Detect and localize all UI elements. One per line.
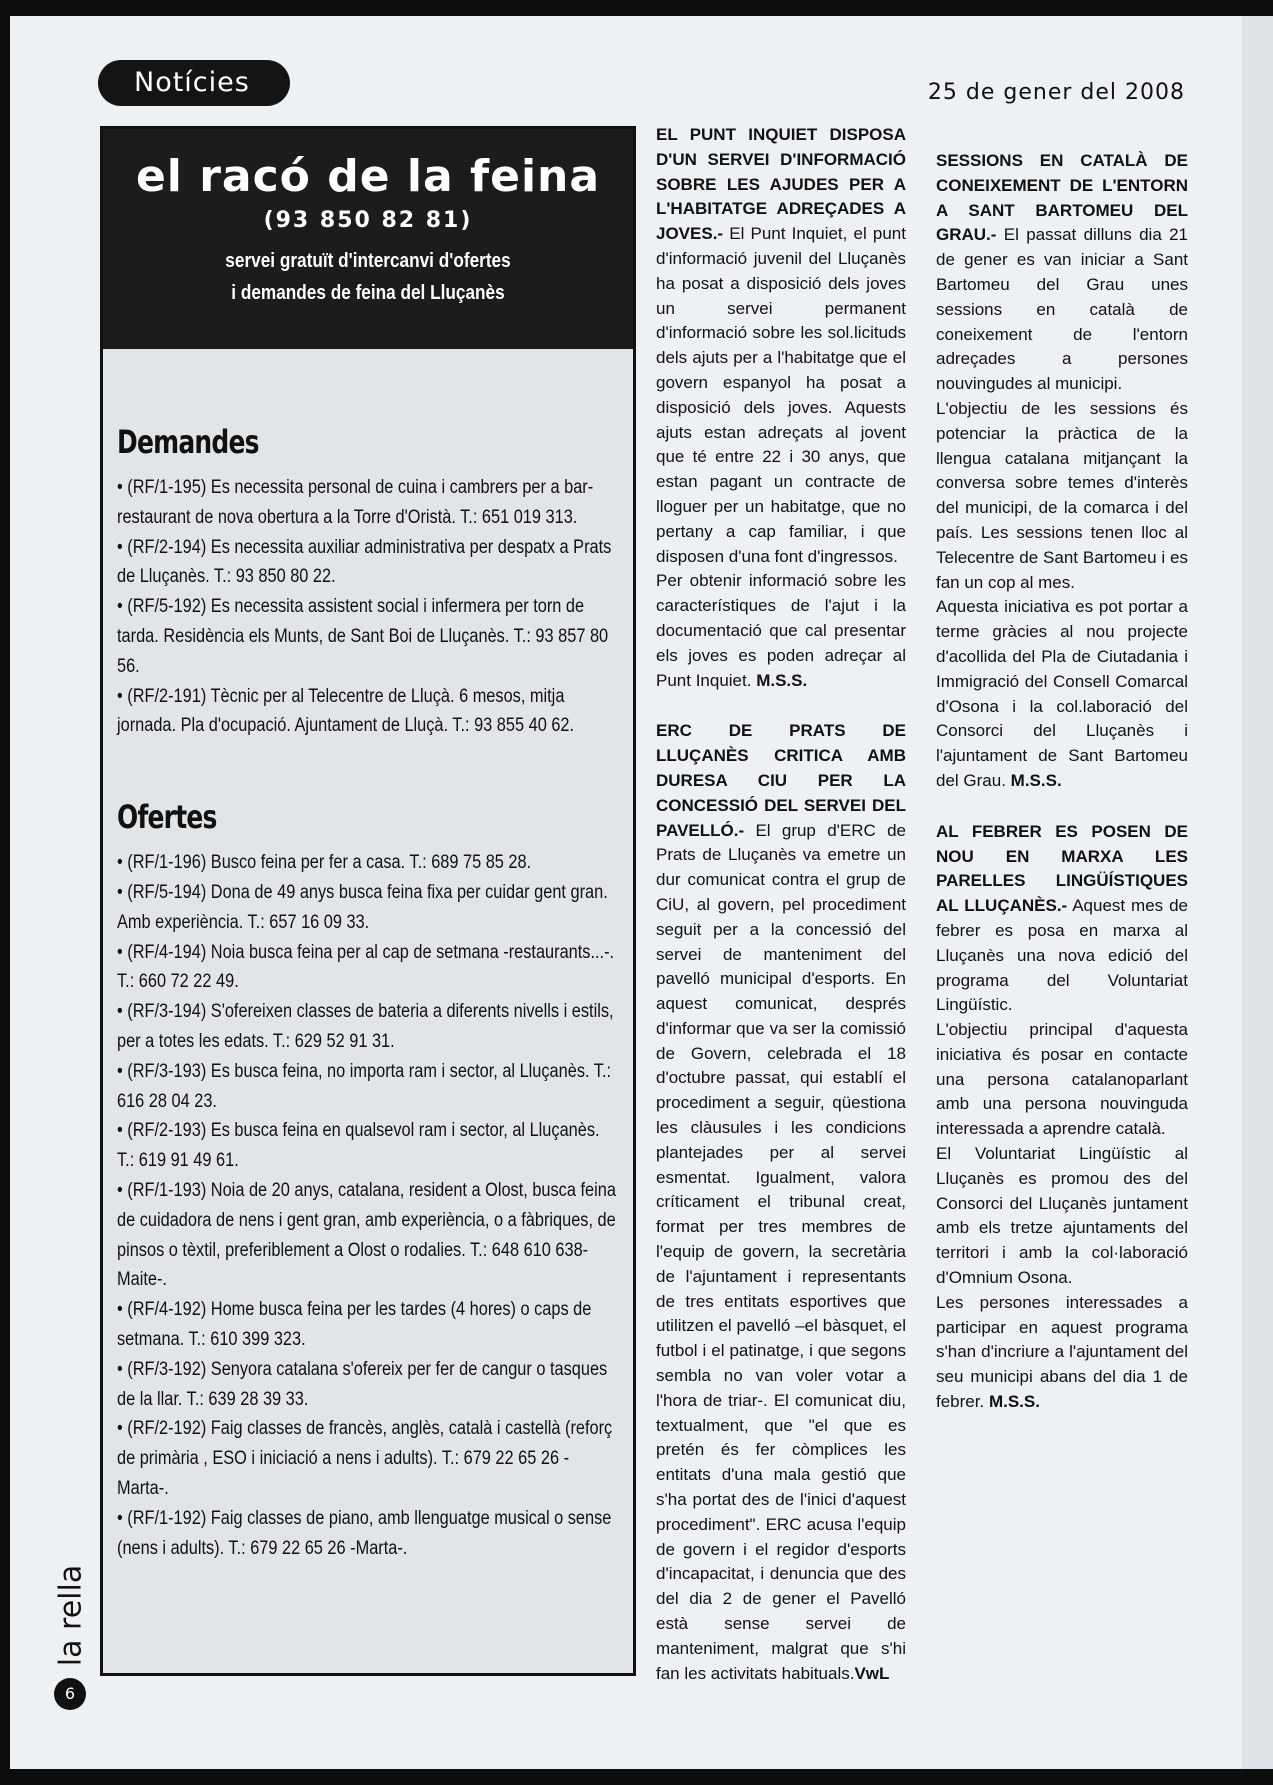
- article-text: Aquesta iniciativa es pot portar a terme gràcies al nou projecte d'acollida del Pla de Ciutadania i Immigració del Consell Comarcal d'Osona i la col.laboració del Consorci del Lluçanès i l'ajuntament de Sant Bartomeu del Grau.: [936, 597, 1188, 790]
- article-erc-pavello: [656, 719, 906, 1686]
- offer-item: • (RF/4-194) Noia busca feina per al cap de setmana -restaurants...-. T.: 660 72 22 49.: [117, 941, 615, 993]
- job-listings-phone: (93 850 82 81): [263, 208, 473, 233]
- demandes-heading: Demandes: [117, 423, 259, 461]
- publication-name-label: la rella: [53, 1564, 89, 1667]
- offer-item: • (RF/1-192) Faig classes de piano, amb llenguatge musical o sense (nens i adults). T.: 679 22 65 26 -Marta-.: [117, 1507, 612, 1559]
- article-headline: AL FEBRER ES POSEN DE NOU EN MARXA LES PARELLES LINGÜÍSTIQUES AL LLUÇANÈS.-: [936, 821, 1188, 916]
- page-edge: [1242, 16, 1273, 1769]
- demand-item: • (RF/2-191) Tècnic per al Telecentre de Lluçà. 6 mesos, mitja jornada. Pla d'ocupació. Ajuntament de Lluçà. T.: 93 855 40 62.: [117, 685, 575, 737]
- job-listings-title: el racó de la feina: [135, 151, 601, 202]
- news-column-middle: [656, 123, 906, 1686]
- article-headline: EL PUNT INQUIET DISPOSA D'UN SERVEI D'INFORMACIÓ SOBRE LES AJUDES PER A L'HABITATGE ADREÇADES A JOVES.-: [656, 125, 906, 244]
- demand-item: • (RF/2-194) Es necessita auxiliar administrativa per despatx a Prats de Lluçanès. T.: 93 850 80 22.: [117, 536, 612, 588]
- offer-item: • (RF/2-192) Faig classes de francès, anglès, català i castellà (reforç de primària , ESO i iniciació a nens i adults). T.: 679 22 65 26 -Marta-.: [117, 1418, 613, 1499]
- job-listings-body: [117, 419, 617, 1563]
- spacer: [656, 693, 906, 719]
- article-signature: M.S.S.: [988, 1392, 1040, 1412]
- article-text: Aquest mes de febrer es posa en marxa al Lluçanès una nova edició del programa del Voluntariat Lingüístic.: [936, 896, 1188, 1015]
- article-parelles-linguistiques: [936, 820, 1188, 1018]
- spacer: [936, 794, 1188, 820]
- news-column-right: [936, 123, 1188, 1415]
- issue-date: 25 de gener del 2008: [927, 80, 1185, 105]
- article-headline: ERC DE PRATS DE LLUÇANÈS CRITICA AMB DURESA CIU PER LA CONCESSIÓ DEL SERVEI DEL PAVELLÓ.-: [656, 721, 906, 840]
- demand-item: • (RF/5-192) Es necessita assistent social i infermera per torn de tarda. Residència els Munts, de Sant Boi de Lluçanès. T.: 93 857 80 56.: [117, 596, 609, 677]
- article-signature: VwL: [854, 1663, 890, 1683]
- offer-item: • (RF/2-193) Es busca feina en qualsevol ram i sector, al Lluçanès. T.: 619 91 49 61.: [117, 1120, 600, 1172]
- offer-item: • (RF/3-193) Es busca feina, no importa ram i sector, al Lluçanès. T.: 616 28 04 23.: [117, 1060, 612, 1112]
- offer-item: • (RF/1-196) Busco feina per fer a casa. T.: 689 75 85 28.: [117, 852, 532, 874]
- article-paragraph: El Voluntariat Lingüístic al Lluçanès es promou des del Consorci del Lluçanès juntament amb els tretze ajuntaments del territori i amb la col·laboració d'Omnium Osona.: [936, 1144, 1188, 1288]
- job-listings-subtitle: [140, 245, 596, 309]
- article-paragraph: L'objectiu principal d'aquesta iniciativa és posar en contacte una persona catalanoparlant amb una persona nouvinguda interessada a aprendre català.: [936, 1020, 1188, 1139]
- article-text: El Punt Inquiet, el punt d'informació juvenil del Lluçanès ha posat a disposició dels joves un servei permanent d'informació sobre les sol.licituds dels ajuts per a l'habitatge que el govern espanyol ha posat a disposició dels joves. Aquests ajuts estan adreçats al jovent que té entre 22 i 30 anys, que estan pagant un contracte de lloguer per un habitatge, que no pertany a cap familiar, i que disposen d'una font d'ingressos.: [656, 224, 906, 566]
- offer-item: • (RF/3-194) S'ofereixen classes de bateria a diferents nivells i estils, per a totes les edats. T.: 629 52 91 31.: [117, 1001, 614, 1052]
- article-paragraph: [936, 595, 1188, 793]
- offer-item: • (RF/4-192) Home busca feina per les tardes (4 hores) o caps de setmana. T.: 610 399 323.: [117, 1299, 592, 1350]
- article-text: Per obtenir informació sobre les característiques de l'ajut i la documentació que cal presentar els joves es poden adreçar al Punt Inquiet.: [656, 571, 906, 690]
- offer-item: • (RF/1-193) Noia de 20 anys, catalana, resident a Olost, busca feina de cuidadora de nens i gent gran, amb experiència, o a fàbriques, de pinsos o tèxtil, preferiblement a Olost o rodalies. T.: 648 610 638-Maite-.: [117, 1179, 616, 1291]
- article-signature: M.S.S.: [1010, 770, 1062, 790]
- article-text: El grup d'ERC de Prats de Lluçanès va emetre un dur comunicat contra el grup de CiU, al govern, pel procediment seguit per a la concessió del servei de manteniment del pavelló municipal d'esports. En aquest comunicat, després d'informar que va ser la comissió de Govern, celebrada el 18 d'octubre passat, qui establí el procediment a seguir, qüestiona les clàusules i les condicions plantejades per al servei esmentat. Igualment, valora críticament el tribunal creat, format per tres membres de l'equip de govern, la secretària de l'ajuntament i representants de tres entitats esportives que utilitzen el pavelló –el bàsquet, el futbol i el patinatge, i que segons sembla no van voler votar a l'hora de triar-. El comunicat diu, textualment, que "el que es pretén és fer còmplices les entitats d'una mala gestió que s'ha portat des de l'inici d'aquest procediment". ERC acusa l'equip de govern i el regidor d'esports d'incapacitat, i denuncia que des del dia 2 de gener el Pavelló està sense servei de manteniment, malgrat que s'hi fan les activitats habituals.: [656, 820, 906, 1683]
- article-paragraph: [936, 1291, 1188, 1415]
- article-paragraph: L'objectiu de les sessions és potenciar la pràctica de la llengua catalana mitjançant la conversa sobre temes d'interès del municipi, de la comarca i del país. Les sessions tenen lloc al Telecentre de Sant Bartomeu i es fan un cop al mes.: [936, 398, 1188, 592]
- offer-item: • (RF/3-192) Senyora catalana s'ofereix per fer de cangur o tasques de la llar. T.: 639 28 39 33.: [117, 1358, 608, 1410]
- demand-item: • (RF/1-195) Es necessita personal de cuina i cambrers per a bar-restaurant de nova obertura a la Torre d'Oristà. T.: 651 019 313.: [117, 477, 594, 528]
- article-headline: SESSIONS EN CATALÀ DE CONEIXEMENT DE L'ENTORN A SANT BARTOMEU DEL GRAU.-: [936, 151, 1188, 245]
- article-text: Les persones interessades a participar en aquest programa s'han d'incriure a l'ajuntament del seu municipi abans del dia 1 de febrer.: [936, 1292, 1188, 1412]
- section-tab: Notícies: [98, 60, 290, 106]
- job-listings-subtitle-line: i demandes de feina del Lluçanès: [231, 282, 505, 304]
- offer-item: • (RF/5-194) Dona de 49 anys busca feina fixa per cuidar gent gran. Amb experiència. T.: 657 16 09 33.: [117, 881, 608, 933]
- job-listings-subtitle-line: servei gratuït d'intercanvi d'ofertes: [225, 250, 511, 272]
- job-listings-header: [103, 129, 633, 349]
- publication-name: [44, 1548, 94, 1698]
- ofertes-heading: Ofertes: [117, 798, 217, 837]
- article-paragraph: [656, 569, 906, 693]
- article-punt-inquiet: [656, 123, 906, 569]
- article-signature: M.S.S.: [756, 670, 808, 690]
- page-number: 6: [54, 1678, 86, 1710]
- job-listings-box: [100, 126, 636, 1676]
- article-sessions-catala: [936, 149, 1188, 397]
- spacer: [936, 123, 1188, 149]
- article-text: El passat dilluns dia 21 de gener es van iniciar a Sant Bartomeu del Grau unes sessions en català de coneixement de l'entorn adreçades a persones nouvingudes al municipi.: [936, 225, 1188, 394]
